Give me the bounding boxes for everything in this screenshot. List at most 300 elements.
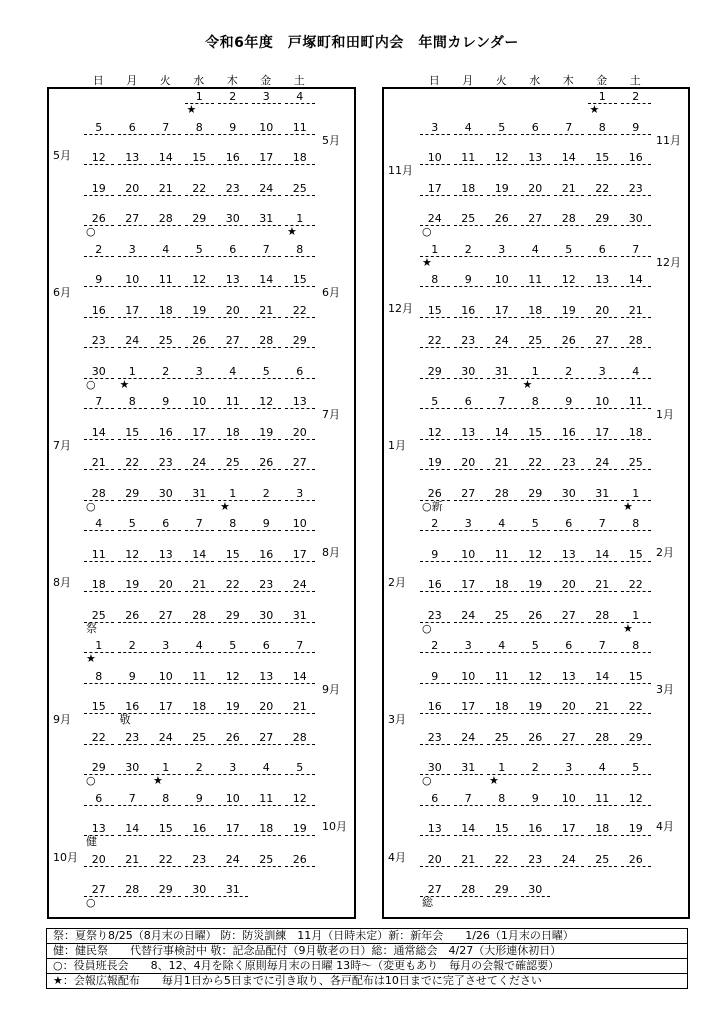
day-cell [552,609,586,635]
week-row [82,883,317,909]
day-mark [519,531,553,543]
weekday-label: 火 [159,74,171,87]
day-mark [586,226,620,238]
day-number: 1 [621,487,651,501]
day-number: 6 [454,395,484,409]
day-cell [283,90,317,116]
day-number: 1 [218,487,248,501]
day-cell [586,243,620,269]
day-cell [82,609,116,635]
day-number: 7 [252,243,282,257]
day-number: 14 [588,548,618,562]
day-number: 26 [554,334,584,348]
day-mark [586,684,620,696]
day-cell [619,456,653,482]
day-cell [82,182,116,208]
day-mark: ★ [623,499,633,513]
day-mark: ★ [489,774,499,787]
day-cell [418,517,452,543]
day-cell [619,548,653,574]
day-mark [552,165,586,177]
day-number: 26 [118,609,148,623]
day-mark [586,287,620,299]
month-label: 3月 [656,682,674,696]
day-cell [485,426,519,452]
day-cell [586,822,620,848]
day-number: 7 [454,792,484,806]
day-cell [283,578,317,604]
day-mark [183,226,217,238]
day-number: 5 [285,761,315,775]
day-cell [519,487,553,513]
day-cell [619,273,653,299]
day-mark [552,653,586,665]
day-cell [552,334,586,360]
day-number: 2 [420,517,450,531]
day-cell [485,792,519,818]
day-cell [452,792,486,818]
day-mark [586,896,620,908]
day-number: 9 [420,670,450,684]
day-number: 28 [151,212,181,226]
day-number: 17 [454,700,484,714]
day-cell [418,212,452,238]
day-cell [619,243,653,269]
day-cell [149,334,183,360]
day-mark [586,714,620,726]
day-cell [418,334,452,360]
day-mark [552,684,586,696]
month-label: 6月 [53,286,71,300]
day-mark [283,379,317,391]
day-number: 30 [521,883,551,897]
day-mark [216,104,250,116]
day-mark [149,684,183,696]
day-number: 24 [151,731,181,745]
day-mark [82,257,116,269]
day-cell [82,517,116,543]
day-cell [216,334,250,360]
day-number: 16 [218,151,248,165]
day-mark [250,836,284,848]
day-mark [619,409,653,421]
day-number: 7 [84,395,114,409]
day-cell [519,578,553,604]
day-cell [82,853,116,879]
day-number: 3 [487,243,517,257]
day-cell [82,883,116,909]
day-cell [116,761,150,787]
day-mark [552,562,586,574]
day-cell [82,121,116,147]
day-number: 23 [185,853,215,867]
day-mark [250,775,284,787]
day-number: 28 [588,609,618,623]
day-number: 11 [487,670,517,684]
day-number: 22 [621,700,651,714]
day-cell [586,90,620,116]
day-number: 24 [454,731,484,745]
day-cell [116,395,150,421]
day-number: 12 [521,548,551,562]
day-cell [418,151,452,177]
day-number: 4 [218,365,248,379]
day-mark [485,226,519,238]
day-number: 12 [84,151,114,165]
day-cell [183,212,217,238]
day-mark [619,257,653,269]
day-cell [485,609,519,635]
day-mark: ○ [422,774,432,787]
day-number: 8 [621,517,651,531]
day-cell [586,853,620,879]
week-row [82,182,317,208]
day-number: 30 [185,883,215,897]
day-cell [82,700,116,726]
day-cell [216,487,250,513]
day-number: 22 [621,578,651,592]
day-number: 11 [487,548,517,562]
day-cell [452,731,486,757]
day-number: 5 [218,639,248,653]
day-number: 25 [285,182,315,196]
day-cell [619,639,653,665]
day-cell [216,822,250,848]
day-cell [116,792,150,818]
month-label: 2月 [656,545,674,559]
day-cell [586,304,620,330]
day-number: 25 [185,731,215,745]
day-cell [82,212,116,238]
day-mark [149,806,183,818]
day-mark [519,287,553,299]
day-number: 16 [521,822,551,836]
day-number: 13 [554,548,584,562]
day-mark: 敬 [119,713,131,726]
day-cell [418,883,452,909]
day-number: 24 [554,853,584,867]
day-cell [452,395,486,421]
day-cell [586,731,620,757]
day-number: 13 [521,151,551,165]
day-cell [216,609,250,635]
day-number: 21 [588,578,618,592]
day-number: 17 [554,822,584,836]
day-mark [418,409,452,421]
day-number: 8 [151,792,181,806]
day-mark [552,409,586,421]
day-cell [452,151,486,177]
day-cell [586,273,620,299]
day-number: 11 [521,273,551,287]
day-cell [619,182,653,208]
day-mark [116,775,150,787]
month-label: 10月 [322,820,347,833]
day-number: 21 [84,456,114,470]
day-cell [116,151,150,177]
day-cell [519,121,553,147]
day-cell [452,517,486,543]
day-number: 28 [84,487,114,501]
day-mark [149,196,183,208]
day-cell [519,395,553,421]
day-cell [283,304,317,330]
day-cell [552,517,586,543]
day-number: 15 [621,548,651,562]
week-row [418,639,653,665]
day-cell [452,853,486,879]
day-number: 18 [185,700,215,714]
day-number: 14 [588,670,618,684]
week-row [418,334,653,360]
day-mark: ★ [119,377,130,391]
day-cell [250,273,284,299]
day-mark [519,897,553,909]
day-number: 9 [454,273,484,287]
day-number [521,90,551,103]
day-number: 8 [185,121,215,135]
day-cell [586,670,620,696]
day-number: 24 [185,456,215,470]
day-mark [552,896,586,908]
day-cell [216,761,250,787]
day-number: 7 [621,243,651,257]
week-row [82,853,317,879]
day-cell [250,334,284,360]
day-mark [519,775,553,787]
day-mark [283,867,317,879]
day-mark [82,196,116,208]
day-mark [183,592,217,604]
day-cell [586,151,620,177]
day-cell [216,273,250,299]
day-cell [183,121,217,147]
day-mark [619,562,653,574]
day-number: 9 [185,792,215,806]
day-cell [586,609,620,635]
day-cell [250,761,284,787]
day-mark [586,653,620,665]
day-number: 17 [588,426,618,440]
day-mark [149,348,183,360]
week-row [82,456,317,482]
day-mark [216,165,250,177]
day-number: 17 [118,304,148,318]
day-number: 21 [554,182,584,196]
day-mark [619,592,653,604]
day-number: 8 [285,243,315,257]
day-mark [552,103,586,115]
month-label: 2月 [388,576,406,589]
day-cell [183,517,217,543]
day-number: 10 [554,792,584,806]
day-cell [82,487,116,513]
day-mark [485,531,519,543]
day-number: 6 [151,517,181,531]
day-number: 28 [588,731,618,745]
day-mark [452,440,486,452]
day-mark [619,470,653,482]
day-number: 19 [285,822,315,836]
day-cell [82,273,116,299]
day-cell [283,609,317,635]
day-mark [452,806,486,818]
day-mark [116,103,150,115]
day-number: 3 [420,121,450,135]
day-cell [619,792,653,818]
day-cell [149,639,183,665]
day-mark [519,440,553,452]
day-cell [485,151,519,177]
day-mark: ○ [86,896,96,909]
day-mark [586,592,620,604]
day-cell [283,182,317,208]
day-cell [552,212,586,238]
day-number: 3 [588,365,618,379]
day-number: 19 [252,426,282,440]
week-row [418,792,653,818]
day-mark [82,531,116,543]
day-cell [619,883,653,909]
day-number: 22 [185,182,215,196]
month-label: 7月 [53,438,71,452]
day-number: 9 [151,395,181,409]
day-number: 29 [588,212,618,226]
day-number: 23 [252,578,282,592]
day-mark [519,196,553,208]
day-number: 6 [554,517,584,531]
day-number: 14 [487,426,517,440]
day-cell [183,456,217,482]
day-number: 8 [621,639,651,653]
day-cell [418,578,452,604]
day-cell [149,182,183,208]
day-cell [452,822,486,848]
day-number: 30 [554,487,584,501]
day-cell [485,304,519,330]
day-mark [619,653,653,665]
day-number: 19 [621,822,651,836]
day-number: 22 [118,456,148,470]
day-cell [283,395,317,421]
page-title: 令和6年度 戸塚町和田町内会 年間カレンダー [205,35,519,51]
day-mark [452,775,486,787]
day-cell [116,243,150,269]
day-cell [183,822,217,848]
day-mark [82,409,116,421]
day-mark [552,135,586,147]
day-cell [149,395,183,421]
day-mark [149,379,183,391]
day-number: 1 [521,365,551,379]
day-number: 11 [151,273,181,287]
day-mark [519,501,553,513]
day-mark [250,165,284,177]
day-number: 31 [454,761,484,775]
day-mark [619,896,653,908]
day-number: 21 [588,700,618,714]
day-number: 27 [420,883,450,897]
day-cell [250,853,284,879]
day-mark [283,806,317,818]
day-mark [283,592,317,604]
day-cell [82,365,116,391]
day-cell [283,212,317,238]
day-mark [519,867,553,879]
day-mark [250,104,284,116]
day-cell [519,670,553,696]
week-row [418,182,653,208]
day-mark [216,806,250,818]
day-number: 5 [487,121,517,135]
day-mark [485,684,519,696]
day-cell [586,212,620,238]
day-cell [519,609,553,635]
day-mark [552,470,586,482]
day-cell [485,121,519,147]
week-row [418,731,653,757]
day-cell [216,426,250,452]
day-number: 16 [420,700,450,714]
day-number: 21 [285,700,315,714]
day-cell [149,548,183,574]
day-cell [586,548,620,574]
day-mark [519,226,553,238]
day-number: 28 [185,609,215,623]
month-label: 7月 [322,408,340,422]
day-number: 15 [285,273,315,287]
day-cell [552,243,586,269]
day-number: 2 [118,639,148,653]
day-mark: ★ [220,499,230,513]
day-mark [183,135,217,147]
day-number: 11 [218,395,248,409]
day-number: 14 [185,548,215,562]
day-number: 3 [151,639,181,653]
day-number: 2 [621,90,651,104]
day-mark [418,562,452,574]
day-number: 15 [118,426,148,440]
day-cell [283,670,317,696]
day-cell [116,609,150,635]
day-cell [619,90,653,116]
day-number [588,883,618,896]
day-mark [216,531,250,543]
day-mark [183,440,217,452]
week-row [418,90,653,116]
week-row [82,212,317,238]
day-cell [519,151,553,177]
day-cell [619,121,653,147]
day-mark [452,684,486,696]
day-cell [283,334,317,360]
day-number: 2 [252,487,282,501]
month-label: 5月 [53,149,71,162]
day-mark [250,562,284,574]
day-cell [519,731,553,757]
day-number: 28 [454,883,484,897]
day-mark [216,623,250,635]
day-mark [619,745,653,757]
day-cell [250,395,284,421]
day-number: 25 [252,853,282,867]
day-mark [183,714,217,726]
day-number: 2 [185,761,215,775]
day-cell [183,90,217,116]
day-cell [619,822,653,848]
day-number: 26 [621,853,651,867]
day-cell [519,822,553,848]
